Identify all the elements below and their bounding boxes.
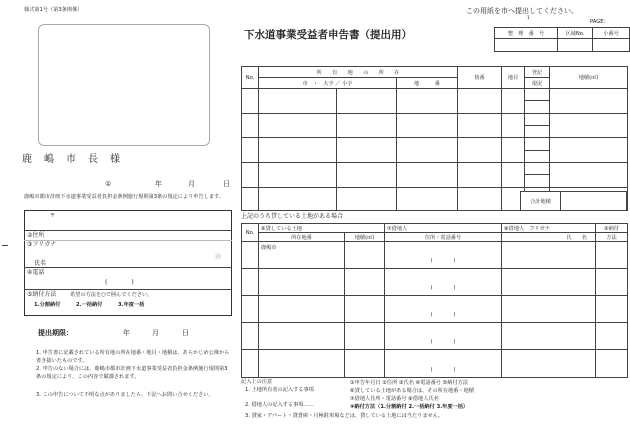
footnote-l5: 3. 貸家・アパート・貸倉庫・月極駐車場などは、貸している土地には当たりません。 <box>245 413 444 419</box>
lease-paren: ( ) <box>385 350 502 378</box>
deadline-label: 提出期限： <box>38 329 73 337</box>
payment-label: ⑤納付方法 <box>27 291 57 298</box>
declaration: 鹿嶋市都市計画下水道事業受益者負担金条例施行規則第3条の規定により申告します。 <box>24 194 225 200</box>
land-col-no: No. <box>242 67 259 89</box>
land-col-area: 地積(㎡) <box>550 67 628 89</box>
office-cell-sub[interactable] <box>593 39 630 52</box>
lease-table <box>241 223 628 378</box>
lease-col-leased: ⑥貸している土地 <box>259 224 385 233</box>
payment-option-lump-sum[interactable]: 2.一括納付 <box>76 302 103 308</box>
lease-first-city: 鹿嶋市 <box>259 242 345 269</box>
stamp-area <box>38 24 210 146</box>
office-header-id: 整 理 番 号 <box>495 28 558 39</box>
furigana-label: ③フリガナ <box>27 241 57 248</box>
deadline-year: 年 <box>123 329 130 337</box>
lease-col-tenant-name: ⑧借地人 フリガナ <box>502 224 596 233</box>
date-day: 日 <box>223 180 230 188</box>
applicant-box <box>24 210 232 316</box>
land-col-lot: 地 番 <box>397 78 458 89</box>
lease-col-tenant: ⑦借地人 <box>385 224 502 233</box>
lease-paren: ( ) <box>385 323 502 350</box>
total-area-label: 合計地積 <box>521 192 561 211</box>
fold-mark <box>2 245 8 246</box>
divider <box>24 267 232 268</box>
submit-note: この用紙を市へ提出してください。 <box>466 7 578 15</box>
total-area-box <box>520 191 627 211</box>
deadline-month: 月 <box>152 329 159 337</box>
phone-parens: ( ) <box>105 279 134 286</box>
lease-paren: ( ) <box>385 296 502 323</box>
date-marker: ① <box>105 180 112 188</box>
footnote-l1: 1. 土地所有者の記入する事項 <box>245 387 314 393</box>
lease-paren: ( ) <box>385 269 502 296</box>
land-col-status: 現況 <box>525 78 550 89</box>
lease-col-tenant-sub: 住所・電話番号 <box>385 233 502 242</box>
land-col-city: 市 ・ 大字 ／ 小字 <box>259 78 397 89</box>
footnote-l1r: ①申告年月日 ②住所 ③氏名 ④電話番号 ⑤納付方法 <box>350 380 469 386</box>
land-table <box>241 66 628 211</box>
total-area-value[interactable] <box>561 192 627 211</box>
office-header-sub: 小番号 <box>593 28 630 39</box>
footnote-l4: ⑨納付方法（1.分割納付 2.一括納付 3.年度一括） <box>350 404 469 410</box>
land-col-location: 所 有 地 の 所 在 <box>259 67 458 78</box>
land-col-registry: 登記 <box>525 67 550 78</box>
office-cell-id[interactable] <box>495 39 558 52</box>
divider <box>24 230 232 231</box>
lease-col-no: No. <box>242 224 259 242</box>
addressee: 鹿 嶋 市 長 様 <box>22 154 121 165</box>
footnote-l3r: ⑦借地人住所・電話番号 ⑧借地人氏名 <box>350 396 439 402</box>
lease-paren: ( ) <box>385 242 502 269</box>
lease-col-lot: 所在地番 <box>259 233 345 242</box>
date-year: 年 <box>155 180 162 188</box>
note-1: 1. 申告書に記載されている所有地の所在地番・地目・地積は、あらかじめ公簿から書き抜いたものです。 <box>36 350 230 364</box>
divider <box>24 289 232 290</box>
deadline-day: 日 <box>182 329 189 337</box>
payment-option-installment[interactable]: 1.分割納付 <box>34 302 61 308</box>
page-title: 下水道事業受益者申告書（提出用） <box>244 29 412 41</box>
land-col-landtype: 地目 <box>502 67 525 89</box>
lease-col-payment: ⑨納付 <box>596 224 628 233</box>
phone-label: ④電話 <box>27 269 45 276</box>
page-mark: 1 <box>527 16 530 21</box>
payment-hint: 希望の方法を○で囲んでください。 <box>70 292 153 298</box>
seal-mark: ㊞ <box>215 254 222 261</box>
office-header-area: 区域No. <box>558 28 593 39</box>
postal-mark: 〒 <box>50 213 56 219</box>
note-2: 2. 申告のない場合には、鹿嶋市都市計画下水道事業受益者負担金条例施行規則第3条の規定により、この内容で賦課されます。 <box>36 366 228 380</box>
lease-heading: 上記のうち貸している土地がある場合 <box>241 213 344 220</box>
payment-option-annual[interactable]: 3.年度一括 <box>118 302 145 308</box>
lease-col-payment-sub: 方法 <box>596 233 628 242</box>
lease-col-area: 地積(㎡) <box>345 233 385 242</box>
name-label: 氏名 <box>34 260 47 267</box>
office-cell-area[interactable] <box>558 39 593 52</box>
date-month: 月 <box>188 180 195 188</box>
page-label: PAGE: <box>590 19 606 25</box>
footnote-heading: 記入上の注意 <box>241 379 273 385</box>
office-use-box <box>494 27 630 52</box>
form-number: 様式第1号（第3条関係） <box>24 7 83 13</box>
note-3: 3. この申告について不明な点がありましたら、下記へお問い合せください。 <box>36 392 214 398</box>
footnote-l3: 2. 借地人の記入する事項…… <box>245 402 314 408</box>
footnote-l2: ⑥貸している土地がある場合は、その所在地番・地積 <box>350 388 474 394</box>
address-label: ②住所 <box>27 232 45 239</box>
lease-col-tenant-name-sub: 氏 名 <box>502 233 596 242</box>
land-col-subno: 枝番 <box>458 67 502 89</box>
